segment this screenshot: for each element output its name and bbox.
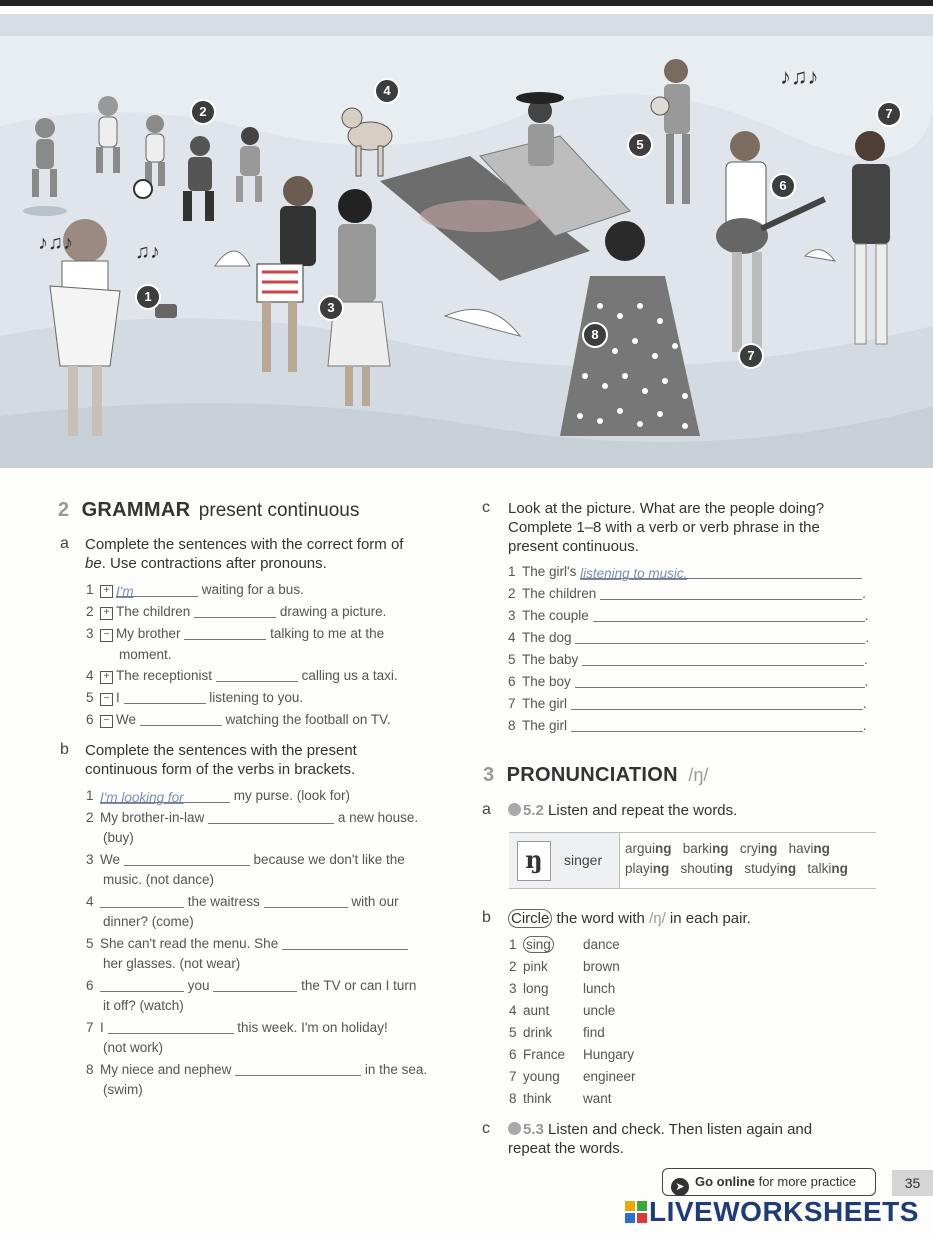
word-pair: 2 pink brown — [509, 959, 620, 974]
picture-number-7b: 7 — [738, 343, 764, 369]
go-online-button[interactable]: ➤ Go online for more practice — [662, 1168, 876, 1196]
answer-blank[interactable] — [282, 937, 408, 950]
item-continuation: her glasses. (not wear) — [103, 956, 241, 971]
exercise-label: c — [482, 499, 490, 516]
music-notes-icon: ♫♪ — [135, 241, 160, 263]
item-continuation: (swim) — [103, 1082, 143, 1097]
exercise-item: 5 The baby . — [508, 652, 868, 667]
item-continuation: it off? (watch) — [103, 998, 184, 1013]
answer-blank[interactable] — [582, 653, 864, 666]
item-continuation: (not work) — [103, 1040, 164, 1055]
answer-blank[interactable] — [216, 669, 298, 682]
word-option[interactable]: aunt — [523, 1003, 550, 1018]
item-continuation: music. (not dance) — [103, 872, 215, 887]
answer-blank[interactable] — [575, 631, 865, 644]
word-row: playing shouting studying talking — [625, 861, 848, 876]
phoneme-card-icon: ŋ — [517, 841, 551, 881]
answer-blank[interactable] — [100, 979, 184, 992]
section-2-heading — [58, 499, 359, 522]
cursor-icon: ➤ — [671, 1178, 689, 1196]
answer-blank[interactable] — [235, 1063, 361, 1076]
section-subtitle: present continuous — [198, 500, 360, 521]
exercise-instruction: Look at the picture. What are the people doing? Complete 1–8 with a verb or verb phrase in the present continuous. — [508, 500, 825, 555]
word-pair: 8 think want — [509, 1091, 612, 1106]
logo-icon — [625, 1198, 647, 1220]
section-number: 2 — [58, 499, 70, 521]
word-pair: 5 drink find — [509, 1025, 605, 1040]
word-option[interactable]: find — [583, 1025, 605, 1040]
picture-number-7: 7 — [876, 101, 902, 127]
answer-blank[interactable] — [213, 979, 297, 992]
exercise-item: 3 We because we don't like the — [86, 852, 405, 867]
word-option[interactable]: uncle — [583, 1003, 616, 1018]
section-number: 3 — [483, 764, 495, 786]
answer-blank[interactable] — [571, 719, 863, 732]
word-option[interactable]: dance — [583, 937, 620, 952]
exercise-label: a — [60, 535, 69, 552]
word-option[interactable]: young — [523, 1069, 560, 1084]
exercise-item: 3 − My brother talking to me at the — [86, 626, 385, 641]
answer-blank[interactable] — [264, 895, 348, 908]
word-option[interactable]: Hungary — [583, 1047, 635, 1062]
picture-number-2: 2 — [190, 99, 216, 125]
exercise-item: 8 My niece and nephew in the sea. — [86, 1062, 428, 1077]
page-number: 35 — [892, 1170, 933, 1196]
word-option[interactable]: engineer — [583, 1069, 636, 1084]
beach-illustration — [0, 36, 933, 468]
music-notes-icon: ♪♫♪ — [780, 64, 819, 89]
exercise-item: 2 The children . — [508, 586, 866, 601]
exercise-label: b — [482, 909, 491, 926]
audio-icon[interactable] — [508, 803, 521, 816]
exercise-item: 5 − I listening to you. — [86, 690, 304, 705]
word-option[interactable]: France — [523, 1047, 566, 1062]
word-pair: 7 young engineer — [509, 1069, 636, 1084]
phoneme-symbol: /ŋ/ — [688, 765, 709, 785]
answer-blank[interactable]: I'm — [116, 584, 198, 597]
picture-number-1: 1 — [135, 284, 161, 310]
section-title: GRAMMAR — [81, 499, 191, 521]
track-number: 5.3 — [523, 1121, 544, 1138]
word-option[interactable]: sing — [523, 936, 554, 953]
picture-number-6: 6 — [770, 173, 796, 199]
answer-blank[interactable] — [140, 713, 222, 726]
word-pair: 3 long lunch — [509, 981, 616, 996]
picture-number-4: 4 — [374, 78, 400, 104]
exercise-item: 1 I'm looking for my purse. (look for) — [86, 788, 351, 805]
picture-number-8: 8 — [582, 322, 608, 348]
exercise-item: 2 My brother-in-law a new house. — [86, 810, 419, 825]
exercise-label: a — [482, 801, 491, 818]
liveworksheets-logo[interactable]: LIVEWORKSHEETS — [625, 1196, 919, 1228]
header-band — [0, 14, 933, 36]
exercise-item: 7 I this week. I'm on holiday! — [86, 1020, 388, 1035]
exercise-item: 7 The girl . — [508, 696, 867, 711]
word-option[interactable]: brown — [583, 959, 620, 974]
answer-blank[interactable] — [593, 609, 865, 622]
exercise-item: 6 − We watching the football on TV. — [86, 712, 391, 727]
word-pair: 1 sing dance — [509, 937, 620, 952]
answer-blank[interactable] — [124, 853, 250, 866]
track-number: 5.2 — [523, 802, 544, 819]
exercise-item: 5 She can't read the menu. She — [86, 936, 408, 951]
section-3-heading — [483, 764, 708, 787]
picture-number-5: 5 — [627, 132, 653, 158]
answer-blank[interactable]: I'm looking for — [100, 790, 230, 803]
pronunciation-table — [509, 832, 876, 889]
answer-blank[interactable] — [208, 811, 334, 824]
exercise-instruction: Complete the sentences with the correct form of be. Use contractions after pronouns. — [85, 536, 404, 572]
answer-blank[interactable] — [124, 691, 206, 704]
exercise-item: 6 The boy . — [508, 674, 869, 689]
item-continuation: moment. — [119, 647, 172, 662]
answer-blank[interactable] — [571, 697, 863, 710]
word-option[interactable]: long — [523, 981, 549, 996]
word-pair: 6 France Hungary — [509, 1047, 635, 1062]
exercise-item: 8 The girl . — [508, 718, 867, 733]
word-pair: 4 aunt uncle — [509, 1003, 616, 1018]
exercise-item: 6 you the TV or can I turn — [86, 978, 417, 993]
answer-blank[interactable] — [194, 605, 276, 618]
exercise-label: b — [60, 741, 69, 758]
word-option[interactable]: lunch — [583, 981, 616, 996]
exercise-item: 4 The dog . — [508, 630, 870, 645]
exercise-item: 3 The couple . — [508, 608, 869, 623]
exercise-label: c — [482, 1120, 490, 1137]
exercise-instruction: Circle the word with /ŋ/ in each pair. — [508, 909, 751, 928]
music-notes-icon: ♪♫♪ — [38, 232, 73, 254]
answer-blank[interactable] — [108, 1021, 234, 1034]
exercise-item: 4 + The receptionist calling us a taxi. — [86, 668, 398, 683]
answer-blank[interactable] — [600, 587, 862, 600]
word-option[interactable]: want — [583, 1091, 612, 1106]
top-border — [0, 0, 933, 6]
picture-number-3: 3 — [318, 295, 344, 321]
exercise-item: 1 + I'm waiting for a bus. — [86, 582, 304, 599]
section-title: PRONUNCIATION — [506, 764, 678, 786]
item-continuation: (buy) — [103, 830, 134, 845]
exercise-instruction: Complete the sentences with the present continuous form of the verbs in brackets. — [85, 742, 357, 778]
exercise-instruction: 5.2 Listen and repeat the words. — [508, 801, 737, 820]
word-option[interactable]: pink — [523, 959, 548, 974]
exercise-instruction: 5.3 Listen and check. Then listen again and repeat the words. — [508, 1121, 813, 1157]
exercise-item: 1 The girl's listening to music. — [508, 564, 862, 579]
exercise-item: 4 the waitress with our — [86, 894, 399, 909]
exercise-item: 2 + The children drawing a picture. — [86, 604, 387, 619]
answer-blank[interactable] — [575, 675, 865, 688]
word-row: arguing barking crying having — [625, 841, 830, 856]
answer-blank[interactable]: listening to music. — [580, 566, 862, 579]
word-option[interactable]: drink — [523, 1025, 553, 1040]
item-continuation: dinner? (come) — [103, 914, 194, 929]
key-word-cell — [509, 833, 620, 888]
answer-blank[interactable] — [184, 627, 266, 640]
audio-icon[interactable] — [508, 1122, 521, 1135]
answer-blank[interactable] — [100, 895, 184, 908]
word-option[interactable]: think — [523, 1091, 552, 1106]
key-word: singer — [564, 852, 603, 868]
